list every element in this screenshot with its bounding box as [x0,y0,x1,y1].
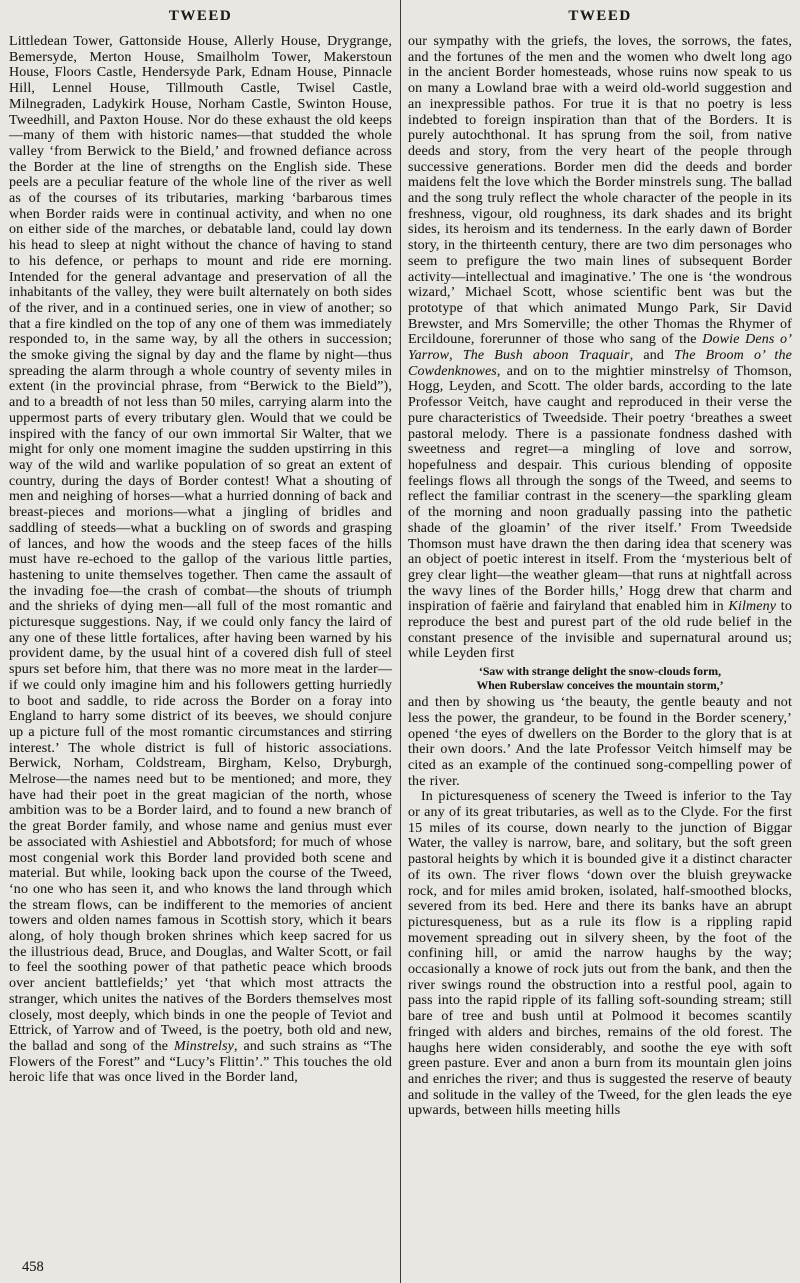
left-running-head: TWEED [168,8,233,24]
column-divider-rule [400,0,401,1283]
page-number: 458 [22,1259,44,1275]
verse-line-1: ‘Saw with strange delight the snow-clouds form, [478,664,722,679]
right-column-paragraph-3: In picturesqueness of scenery the Tweed is inferior to the Tay or any of its great tributaries, as well as to the Clyde. For the first 15 miles of its course, down nearly to the junction of Biggar Water, the valley is narrow, bare, and solitary, but the soft green pastoral heights by which it is bounded give it a distinct character of its own. The river flows ‘down over the bluish greywacke rock, and for miles amid broken, isolated, half-smoothed blocks, severed from its bed. Here and there its banks have an abrupt picturesqueness, but as a rule its flow is a rippling rapid movement spreading out in silvery sheen, by the foot of the confining hill, or amid the narrow haughs by the way; occasionally a knowe of rock juts out from the bank, and then the river swings round the obstruction into a restful pool, again to pass into the rapid ripple of its falling soft-sounding stream; still bare of tree and bush until at Polmood it becomes scantily fringed with alders and birches, remains of the old forest. The haughs here widen considerably, and soothe the eye with soft green pasture. Ever and anon a burn from its mountain glen joins and enriches the river; and thus is suggested the reserve of beauty and solitude in the valley of the Tweed, for the glen leads the eye upwards, between hills meeting hills [408,789,792,1119]
right-column-paragraph-1: our sympathy with the griefs, the loves, the sorrows, the fates, and the fortunes of the men and the women who dwelt long ago in the ancient Border homesteads, whose ruins now speak to us on many a Lowland brae with a weird old-world suggestion and an inexpressible pathos. For true it is that no poetry is less indebted to foreign inspiration than that of the Borders. It is purely autochthonal. It has sprung from the soil, from native deeds and story, from the very heart of the people through successive generations. Border men did the deeds and border maidens felt the love which the Border minstrels sung. The ballad and the song truly reflect the whole character of the people in its freshness, vigour, old roughness, its dark shades and its bright sides, its heroism and its tenderness. In the early dawn of Border story, in the thirteenth century, there are two dim personages who seem to prefigure the two main lines of subsequent Border activity—intellectual and imaginative.’ The one is ‘the wondrous wizard,’ Michael Scott, whose scientific bent was but the prototype of that which animated Mungo Park, Sir David Brewster, and Mrs Somerville; the other Thomas the Rhymer of Ercildoune, forerunner of those who sang of the Dowie Dens o’ Yarrow, The Bush aboon Traquair, and The Broom o’ the Cowdenknowes, and on to the mightier minstrelsy of Thomson, Hogg, Leyden, and Scott. The older bards, according to the late Professor Veitch, have caught and reproduced in their verse the pure characteristics of Tweedside. Their poetry ‘breathes a sweet pastoral melody. There is a passionate fondness dashed with sweetness and regret—a mingling of love and sorrow, hopefulness and despair. This curious blending of opposite feelings flows all through the songs of the Tweed, and seems to reflect the familiar contrast in the scenery—the sparkling gleam of the morning and noon gradually passing into the pathetic shade of the gloamin’ of the river itself.’ From Tweedside Thomson must have drawn the then daring idea that scenery was an object of poetic interest in itself. From the ‘mysterious belt of grey clear light—the weather gleam—that runs at nightfall across the wavy lines of the Border hills,’ Hogg drew that charm and inspiration of faërie and fairyland that enabled him in Kilmeny to reproduce the best and purest part of the old rude belief in the constant presence of the invisible and supernatural around us; while Leyden first [408,34,793,662]
verse-quote [408,665,792,692]
right-running-head: TWEED [568,8,632,24]
left-column-text: Littledean Tower, Gattonside House, Allerly House, Drygrange, Bemersyde, Merton House, Smailholm Tower, Makerstoun House, Floors Castle, Hendersyde Park, Ednam House, Pinnacle Hill, Lennel House, Tillmouth Castle, Twisel Castle, Milnegraden, Ladykirk House, Norham Castle, Swinton House, Tweedhill, and Paxton House. Nor do these exhaust the old keeps—many of them with historic names—that studded the whole valley ‘from Berwick to the Bield,’ and frowned defiance across the Border at the line of strengths on the English side. These peels are a peculiar feature of the whole line of the river as well as of the courses of its tributaries, marking ‘barbarous times when Border raids were in continual activity, and when no one on either side of the marches, or debatable land, could lay down his head to sleep at night without the chance of having to stand to his defence, or perhaps to mount and ride ere morning. Intended for the general advantage and preservation of all the inhabitants of the valley, they were built alternately on both sides of the river, and in a continued series, one in view of another; so that a fire kindled on the top of any one of them was immediately responded to, in the same way, by all the others in succession; the smoke giving the signal by day and the flame by night—thus spreading the alarm through a whole country of seventy miles in extent (in the provincial phrase, from “Berwick to the Bield”), and to a breadth of not less than 50 miles, carrying alarm into the uppermost parts of every tributary glen. Would that we could be inspired with the fancy of our own immortal Sir Walter, that we might for only one moment imagine the sudden upstirring in this way of the wild and warlike population of so great an extent of country, during the days of Border contest! What a shouting of men and neighing of horses—what a hurried donning of back and breast-pieces and morions—what a jingling of bridles and saddling of steeds—what a buckling on of swords and grasping of lances, and how the woods and the steep faces of the hills must have re-echoed to the gallop of the various little parties, hastening to unite themselves together. Then came the assault of the invading foe—the crash of combat—the shouts of triumph and the shrieks of dying men—all full of the most romantic and picturesque suggestions. Nay, if we could only fancy the laird of any one of these little fortalices, after having been warned by his provident dame, by the usual hint of a covered dish full of steel spurs set before him, that there was no more meat in the larder—if we could only imagine him and his followers getting hurriedly to boot and saddle, to ride across the Border on a foray into England to harry some district of its beeves, we should conjure up a picture full of the most romantic circumstances and stirring interest.’ The whole district is full of historic associations. Berwick, Norham, Coldstream, Birgham, Kelso, Dryburgh, Melrose—the names need but to be mentioned; and more, they have had their poet in the great magician of the north, whose ambition was to be a Border laird, and to found a new branch of the great Border family, and whose name and genius must ever be associated with Ashiestiel and Abbotsford; for much of whose most congenial work this Border land provided both scene and material. But while, looking back upon the course of the Tweed, ‘no one who has seen it, and who knows the land through which the stream flows, can be indifferent to the memories of ancient towers and olden names famous in Scottish story, which it bears along, of holy though broken shrines which keep sacred for us the illustrious dead, Bruce, and Douglas, and Walter Scott, or fail to feel the soothing power of that pathetic peace which broods over ancient battlefields;’ yet ‘that which most attracts the stranger, which unites the natives of the Borders themselves most closely, most deeply, which binds in one the people of Teviot and Ettrick, of Yarrow and of Tweed, is the poetry, both old and new, the ballad and song of the Minstrelsy, and such strains as “The Flowers of the Forest” and “Lucy’s Flittin’.” This touches the old heroic life that was once lived in the Border land, [9,34,392,1086]
right-column [408,6,792,1119]
verse-line-2: When Ruberslaw conceives the mountain storm,’ [476,677,724,692]
right-column-paragraph-2: and then by showing us ‘the beauty, the gentle beauty and not less the power, the grandeur, to be found in the Border scenery,’ opened ‘the eyes of dwellers on the Border to the glory that is at their own doors.’ And the late Professor Veitch himself may be cited as an example of the continued song-compelling power of the river. [408,695,792,789]
left-column [9,6,392,1086]
